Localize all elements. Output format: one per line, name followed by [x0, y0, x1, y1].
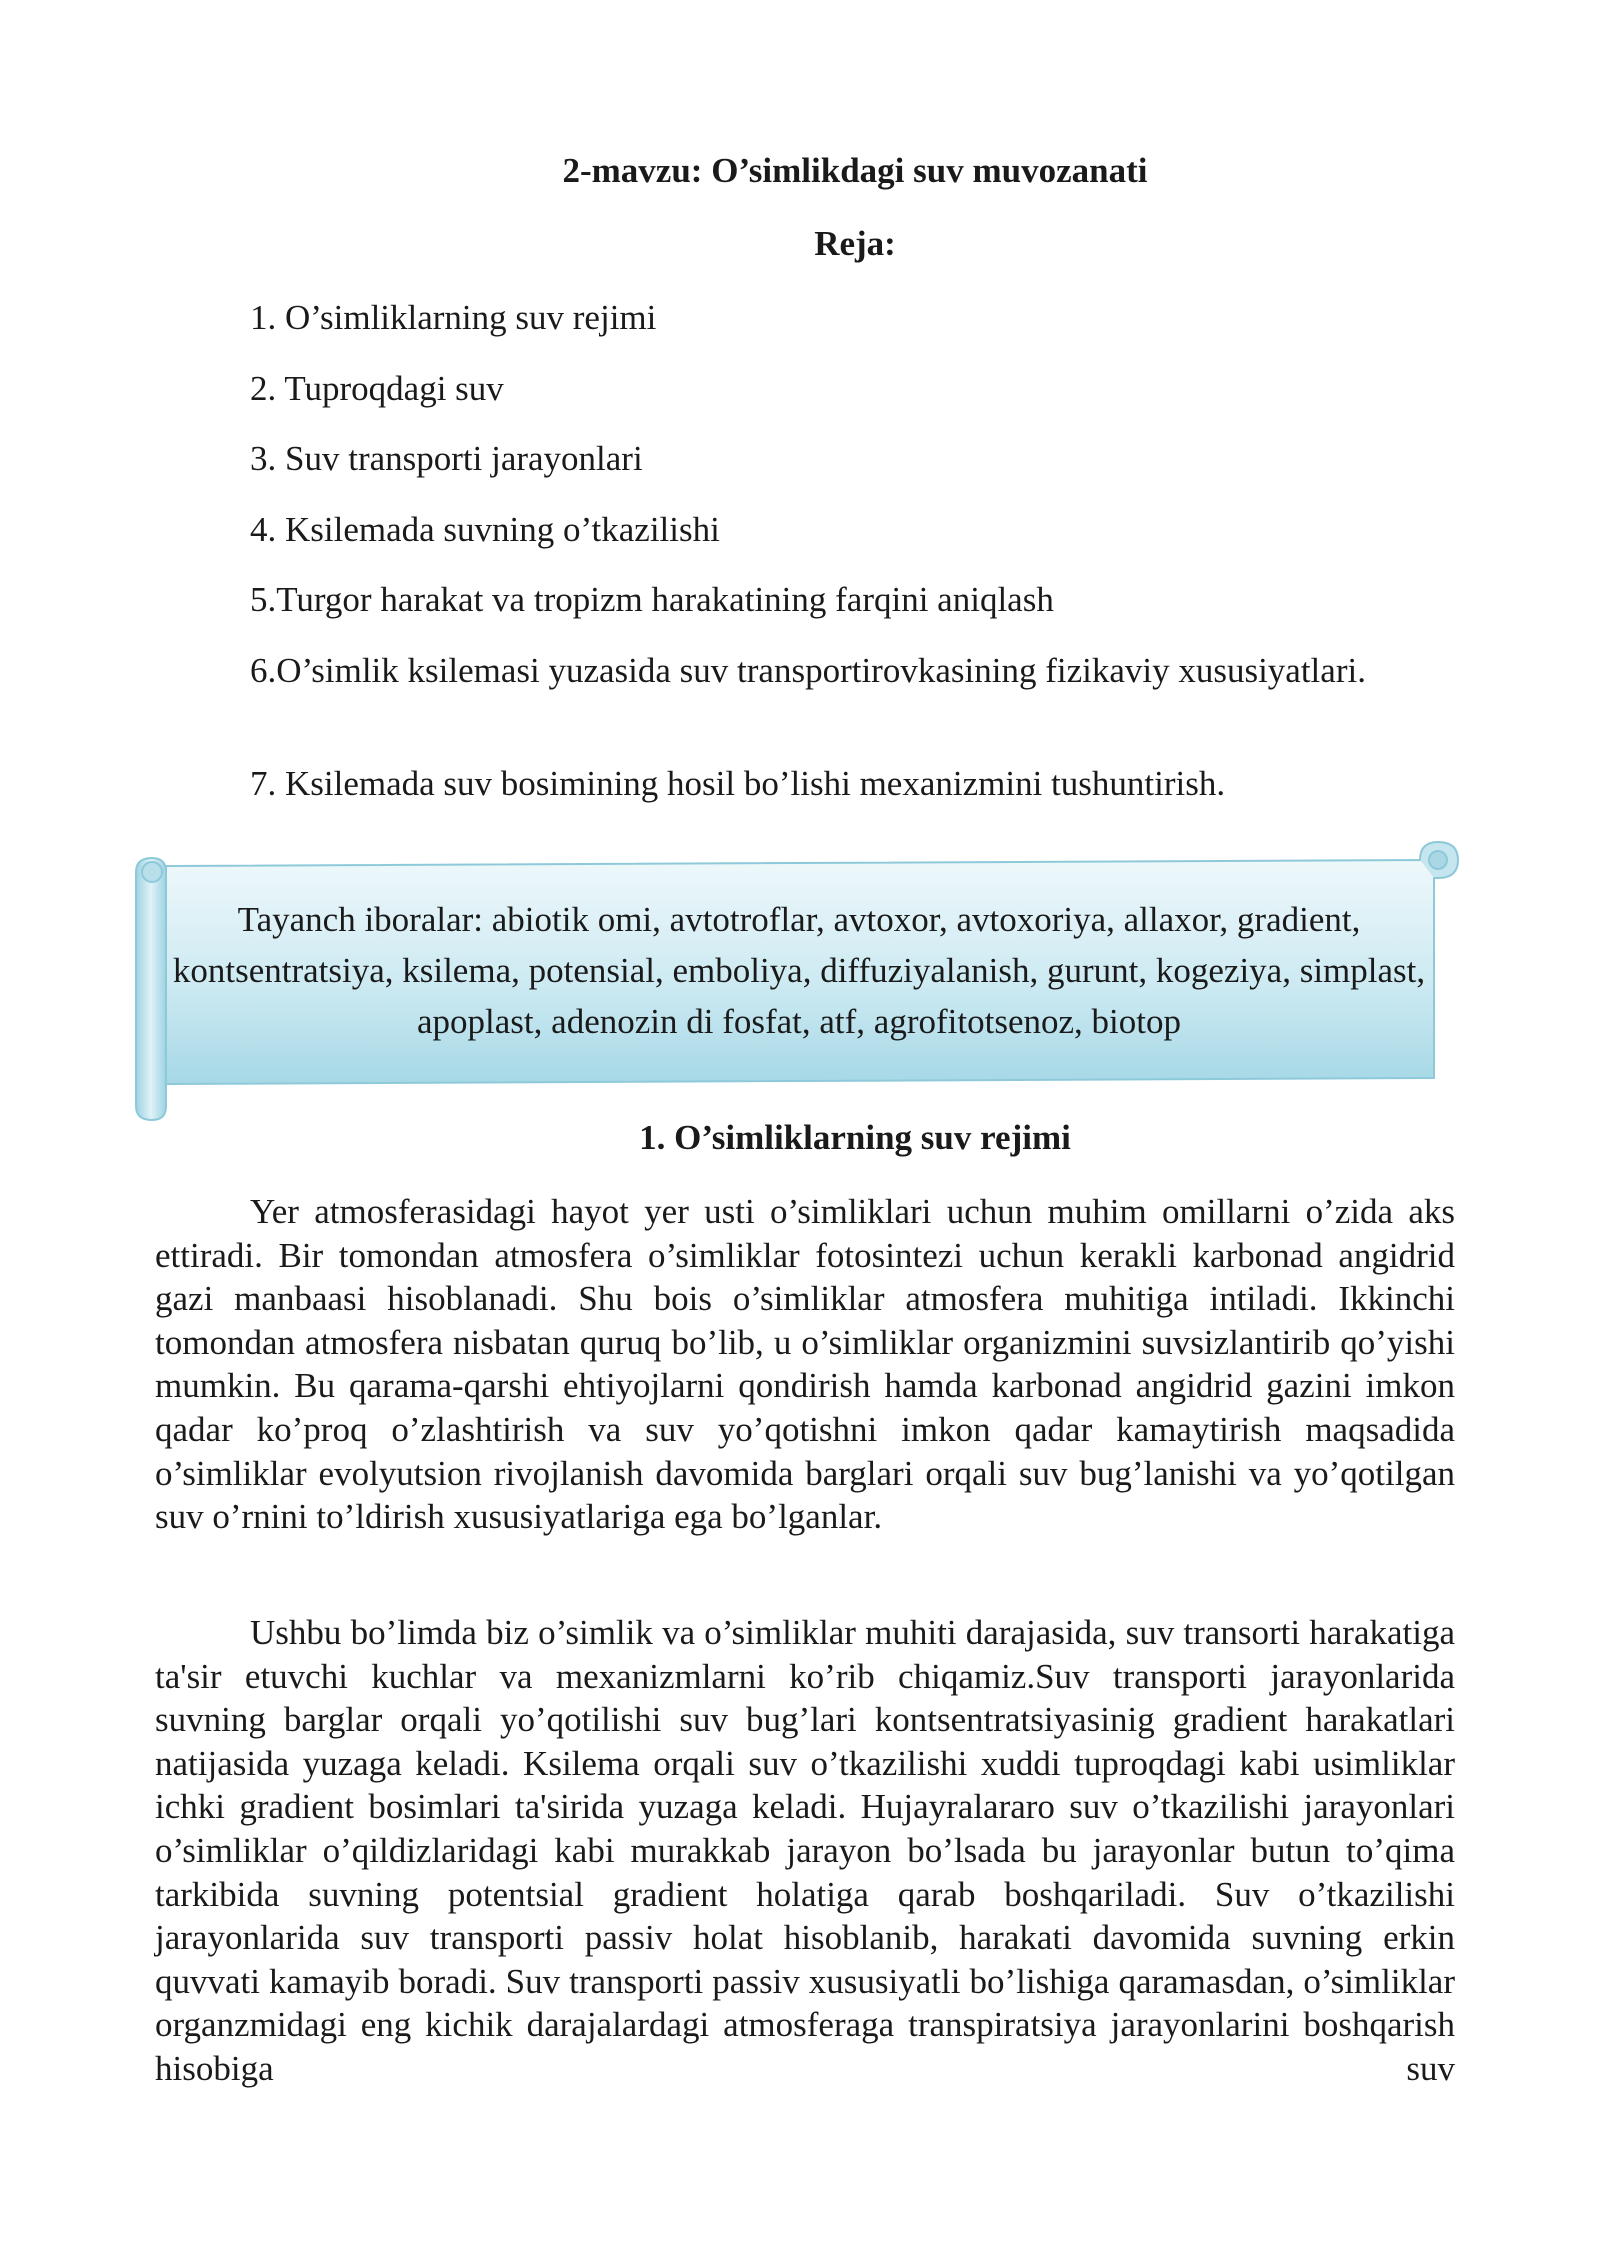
plan-item: 1. O’simliklarning suv rejimi	[250, 298, 657, 337]
plan-item: 3. Suv transporti jarayonlari	[250, 439, 643, 478]
section-heading: 1. O’simliklarning suv rejimi	[639, 1118, 1071, 1157]
body-paragraph: Yer atmosferasidagi hayot yer usti o’simliklari uchun muhim omillarni o’zida aks ettiradi. Bir tomondan atmosfera o’simliklar fotosintezi uchun kerakli karbonad angidrid gazi manbaasi hisoblanadi. Shu bois o’simliklar atmosfera muhitiga intiladi. Ikkinchi tomondan atmosfera nisbatan quruq bo’lib, u o’simliklar organizmini suvsizlantirib qo’yishi mumkin. Bu qarama-qarshi ehtiyojlarni qondirish hamda karbonad angidrid gazini imkon qadar ko’proq o’zlashtirish va suv yo’qotishni imkon qadar kamaytirish maqsadida o’simliklar evolyutsion rivojlanish davomida barglari orqali suv bug’lanishi va yo’qotilgan suv o’rnini to’ldirish xususiyatlariga ega bo’lganlar.	[155, 1192, 1455, 1537]
document-title: 2-mavzu: O’simlikdagi suv muvozanati	[562, 151, 1148, 190]
plan-item: 2. Tuproqdagi suv	[250, 369, 504, 408]
plan-item: 5.Turgor harakat va tropizm harakatining farqini aniqlash	[250, 580, 1054, 619]
body-paragraph: Ushbu bo’limda biz o’simlik va o’simliklar muhiti darajasida, suv transorti harakatiga ta'sir etuvchi kuchlar va mexanizmlarni ko’rib chiqamiz.Suv transporti jarayonlarida suvning barglar orqali yo’qotilishi suv bug’lari kontsentratsiyasinig gradient harakatlari natijasida yuzaga keladi. Ksilema orqali suv o’tkazilishi xuddi tuproqdagi kabi usimliklar ichki gradient bosimlari ta'sirida yuzaga keladi. Hujayralararo suv o’tkazilishi jarayonlari o’simliklar o’qildizlaridagi kabi murakkab jarayon bo’lsada bu jarayonlar butun to’qima tarkibida suvning potentsial gradient holatiga qarab boshqariladi. Suv o’tkazilishi jarayonlarida suv transporti passiv holat hisoblanib, harakati davomida suvning erkin quvvati kamayib boradi. Suv transporti passiv xususiyatli bo’lishiga qaramasdan, o’simliklar organzmidagi eng kichik darajalardagi atmosferaga transpiratsiya jarayonlarini boshqarish hisobiga suv	[155, 1613, 1455, 2088]
plan-item: 6.O’simlik ksilemasi yuzasida suv transportirovkasining fizikaviy xususiyatlari.	[250, 651, 1366, 690]
keywords-scroll-banner	[138, 858, 1440, 1084]
plan-item: 4. Ksilemada suvning o’tkazilishi	[250, 510, 720, 549]
keywords-text: Tayanch iboralar: abiotik omi, avtotroflar, avtoxor, avtoxoriya, allaxor, gradient, kontsentratsiya, ksilema, potensial, emboliya, diffuziyalanish, gurunt, kogeziya, simplast, apoplast, adenozin di fosfat, atf, agrofitotsenoz, biotop	[172, 900, 1426, 1041]
plan-heading: Reja:	[814, 224, 896, 263]
plan-item: 7. Ksilemada suv bosimining hosil bo’lishi mexanizmini tushuntirish.	[250, 764, 1226, 803]
